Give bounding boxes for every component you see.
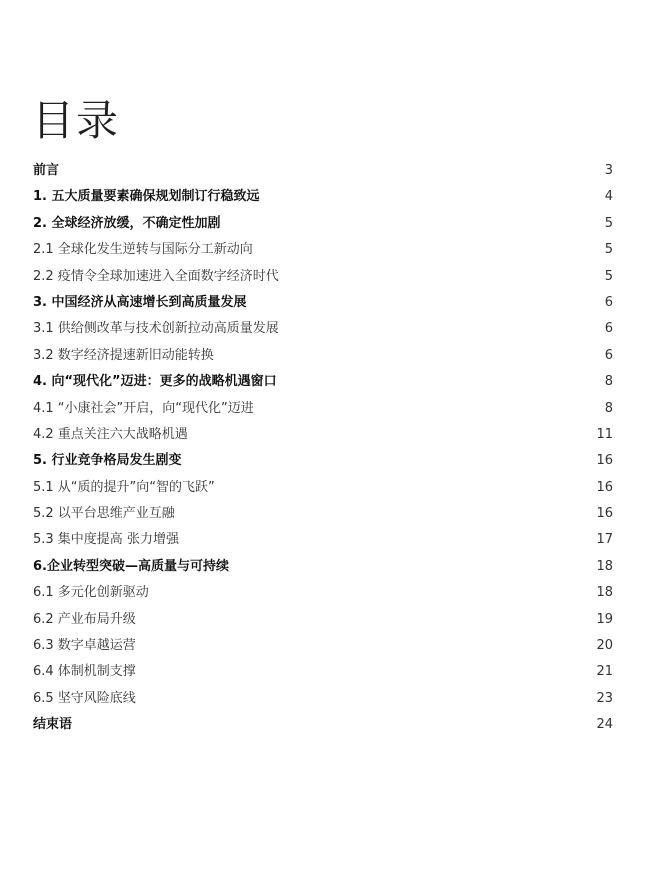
toc-entry-label: 4.1 “小康社会”开启，向“现代化”迈进 [33, 400, 254, 416]
toc-entry-label: 6.1 多元化创新驱动 [33, 585, 149, 601]
toc-entry[interactable] [33, 501, 613, 527]
toc-entry[interactable] [33, 422, 613, 448]
toc-entry[interactable] [33, 686, 613, 712]
toc-entry[interactable] [33, 527, 613, 553]
toc-entry[interactable] [33, 633, 613, 659]
toc-entry-label: 3.2 数字经济提速新旧动能转换 [33, 347, 214, 363]
toc-entry-page-number: 19 [596, 611, 613, 627]
toc-entry-page-number: 17 [596, 532, 613, 548]
toc-entry-page-number: 8 [604, 374, 613, 390]
toc-entry-label: 4.2 重点关注六大战略机遇 [33, 426, 188, 442]
toc-entry[interactable] [33, 290, 613, 316]
toc-entry[interactable] [33, 475, 613, 501]
toc-entry[interactable] [33, 158, 613, 184]
toc-entry-page-number: 18 [596, 585, 613, 601]
toc-entry-page-number: 11 [596, 426, 613, 442]
toc-entry-label: 2. 全球经济放缓，不确定性加剧 [33, 215, 221, 231]
toc-entry-page-number: 6 [604, 321, 613, 337]
toc-entry[interactable] [33, 316, 613, 342]
toc-entry-page-number: 6 [604, 294, 613, 310]
toc-entry[interactable] [33, 237, 613, 263]
toc-entry-label: 6.企业转型突破—高质量与可持续 [33, 558, 229, 574]
toc-entry-label: 2.1 全球化发生逆转与国际分工新动向 [33, 242, 253, 258]
toc-entry[interactable] [33, 264, 613, 290]
toc-entry-label: 6.4 体制机制支撑 [33, 664, 136, 680]
toc-entry-page-number: 5 [604, 268, 613, 284]
toc-entry-label: 5.2 以平台思维产业互融 [33, 506, 175, 522]
page-title: 目录 [32, 96, 121, 146]
toc-entry-page-number: 16 [596, 453, 613, 469]
toc-entry-page-number: 24 [596, 717, 613, 733]
toc-entry-label: 6.3 数字卓越运营 [33, 638, 136, 654]
toc-entry-page-number: 6 [604, 347, 613, 363]
toc-entry-label: 3. 中国经济从高速增长到高质量发展 [33, 294, 247, 310]
toc-entry-page-number: 16 [596, 506, 613, 522]
toc-entry[interactable] [33, 554, 613, 580]
toc-entry-label: 3.1 供给侧改革与技术创新拉动高质量发展 [33, 321, 279, 337]
toc-entry[interactable] [33, 211, 613, 237]
toc-entry-label: 4. 向“现代化”迈进：更多的战略机遇窗口 [33, 374, 277, 390]
toc-entry[interactable] [33, 712, 613, 738]
toc-entry-label: 5. 行业竞争格局发生剧变 [33, 453, 182, 469]
toc-entry-label: 6.2 产业布局升级 [33, 611, 136, 627]
toc-entry[interactable] [33, 659, 613, 685]
toc-entry-page-number: 3 [604, 163, 613, 178]
toc-entry-page-number: 5 [604, 215, 613, 231]
toc-entry[interactable] [33, 369, 613, 395]
toc-entry-page-number: 18 [596, 558, 613, 574]
toc-entry-label: 结束语 [33, 717, 73, 733]
toc-entry-label: 6.5 坚守风险底线 [33, 690, 136, 706]
toc-entry-page-number: 21 [596, 664, 613, 680]
toc-entry[interactable] [33, 607, 613, 633]
toc-entry-label: 5.1 从“质的提升”向“智的飞跃” [33, 479, 215, 495]
toc-entry-page-number: 8 [604, 400, 613, 416]
toc-entry-page-number: 5 [604, 242, 613, 258]
toc-entry-label: 前言 [33, 163, 60, 178]
toc-entry-page-number: 4 [604, 189, 613, 205]
toc-entry-page-number: 16 [596, 479, 613, 495]
toc-entry[interactable] [33, 448, 613, 474]
toc-entry-label: 1. 五大质量要素确保规划制订行稳致远 [33, 189, 260, 205]
toc-entry[interactable] [33, 580, 613, 606]
toc-entry[interactable] [33, 396, 613, 422]
toc-entry-label: 5.3 集中度提高 张力增强 [33, 532, 179, 548]
toc-entry-label: 2.2 疫情令全球加速进入全面数字经济时代 [33, 268, 279, 284]
toc-entry[interactable] [33, 343, 613, 369]
toc-entry-page-number: 23 [596, 690, 613, 706]
toc-entry[interactable] [33, 184, 613, 210]
toc-entry-page-number: 20 [596, 638, 613, 654]
table-of-contents [33, 158, 613, 739]
